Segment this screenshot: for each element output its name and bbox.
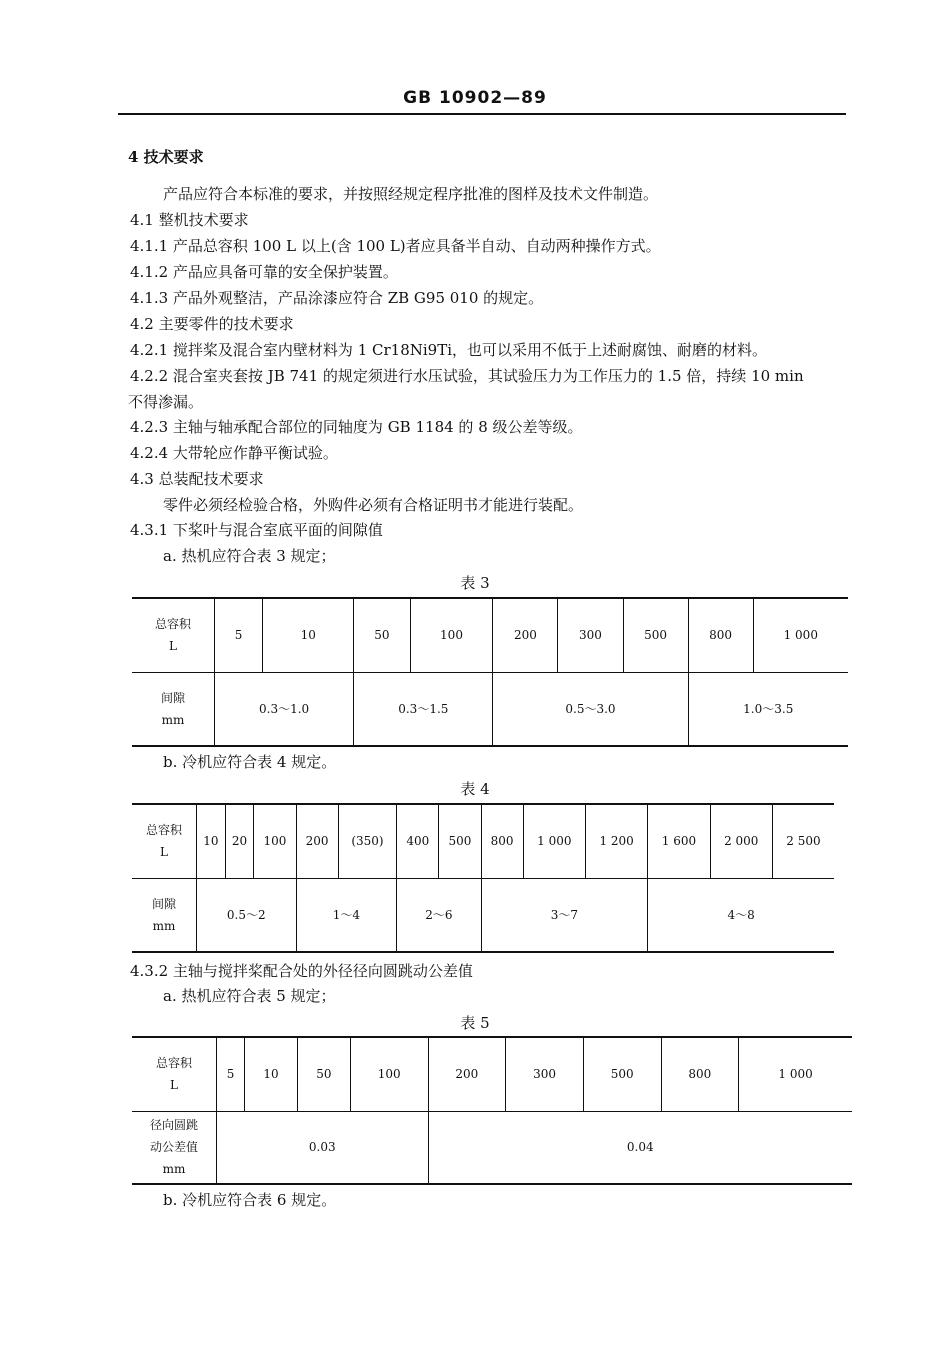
table-cell: 4～8 [648, 878, 834, 952]
table-cell: 800 [688, 598, 753, 672]
table-cell: 100 [350, 1037, 428, 1111]
table-cell: 0.03 [217, 1111, 429, 1184]
table-cell: 0.5～3.0 [493, 672, 688, 746]
table-cell: 20 [225, 804, 254, 878]
section-4-3-2-b: b. 冷机应符合表 6 规定。 [163, 1191, 337, 1209]
table-cell: 0.3～1.5 [354, 672, 493, 746]
table-cell: 3～7 [481, 878, 648, 952]
section-4-title: 4 技术要求 [128, 148, 204, 166]
table-cell: 1.0～3.5 [688, 672, 848, 746]
table-cell: 500 [623, 598, 688, 672]
table-cell: 0.04 [428, 1111, 852, 1184]
section-4-2-4: 4.2.4 大带轮应作静平衡试验。 [130, 444, 338, 462]
table-cell: 200 [296, 804, 338, 878]
table-4 [132, 803, 834, 953]
table-4-title: 表 4 [460, 780, 490, 798]
table-cell: 2 500 [772, 804, 834, 878]
table-cell: 200 [428, 1037, 506, 1111]
table-cell: 800 [661, 1037, 739, 1111]
section-4-intro: 产品应符合本标准的要求，并按照经规定程序批准的图样及技术文件制造。 [163, 185, 659, 203]
section-4-3-1: 4.3.1 下桨叶与混合室底平面的间隙值 [130, 521, 383, 539]
table-cell: 1 600 [648, 804, 710, 878]
table-cell: 100 [410, 598, 493, 672]
table-cell: 1 000 [739, 1037, 852, 1111]
table-cell: 0.3～1.0 [215, 672, 354, 746]
table-cell: 1～4 [296, 878, 397, 952]
table-cell: 200 [493, 598, 558, 672]
table-3-title: 表 3 [460, 574, 490, 592]
section-4-3-1-b: b. 冷机应符合表 4 规定。 [163, 753, 337, 771]
table-3-gap-label: 间隙 mm [132, 672, 215, 746]
section-4-2-3: 4.2.3 主轴与轴承配合部位的同轴度为 GB 1184 的 8 级公差等级。 [130, 418, 583, 436]
section-4-3: 4.3 总装配技术要求 [130, 470, 264, 488]
section-4-2-2-cont: 不得渗漏。 [128, 393, 204, 411]
table-cell: 10 [245, 1037, 298, 1111]
table-cell: 1 000 [753, 598, 848, 672]
section-4-1-3: 4.1.3 产品外观整洁，产品涂漆应符合 ZB G95 010 的规定。 [130, 289, 544, 307]
table-4-volume-label: 总容积 L [132, 804, 197, 878]
table-cell: 100 [254, 804, 296, 878]
section-4-2-1: 4.2.1 搅拌桨及混合室内壁材料为 1 Cr18Ni9Ti，也可以采用不低于上述耐腐蚀、耐磨的材料。 [130, 341, 768, 359]
table-cell: 2 000 [710, 804, 772, 878]
table-5-title: 表 5 [460, 1014, 490, 1032]
section-4-1-1: 4.1.1 产品总容积 100 L 以上(含 100 L)者应具备半自动、自动两种操作方式。 [130, 237, 661, 255]
table-cell: 800 [481, 804, 523, 878]
table-5 [132, 1036, 852, 1185]
table-cell: 500 [583, 1037, 661, 1111]
table-3 [132, 597, 848, 747]
section-4-1-2: 4.1.2 产品应具备可靠的安全保护装置。 [130, 263, 398, 281]
table-5-volume-label: 总容积 L [132, 1037, 217, 1111]
table-cell: 300 [558, 598, 623, 672]
section-4-3-2: 4.3.2 主轴与搅拌桨配合处的外径径向圆跳动公差值 [130, 962, 473, 980]
table-cell: 0.5～2 [197, 878, 297, 952]
header-rule [118, 113, 846, 115]
table-4-gap-label: 间隙 mm [132, 878, 197, 952]
section-4-3-paragraph: 零件必须经检验合格，外购件必须有合格证明书才能进行装配。 [163, 496, 584, 514]
table-cell: (350) [338, 804, 397, 878]
section-4-1: 4.1 整机技术要求 [130, 211, 249, 229]
section-4-3-1-a: a. 热机应符合表 3 规定； [163, 547, 336, 565]
table-cell: 5 [217, 1037, 245, 1111]
table-cell: 10 [263, 598, 354, 672]
section-4-2: 4.2 主要零件的技术要求 [130, 315, 294, 333]
section-4-2-2: 4.2.2 混合室夹套按 JB 741 的规定须进行水压试验，其试验压力为工作压力的 1.5 倍，持续 10 min [130, 367, 804, 385]
table-cell: 5 [215, 598, 263, 672]
table-cell: 300 [506, 1037, 584, 1111]
table-cell: 400 [397, 804, 439, 878]
table-cell: 2～6 [397, 878, 481, 952]
document-code-header: GB 10902—89 [403, 88, 547, 108]
table-cell: 500 [439, 804, 481, 878]
section-4-3-2-a: a. 热机应符合表 5 规定； [163, 987, 336, 1005]
table-cell: 10 [197, 804, 226, 878]
table-cell: 50 [354, 598, 410, 672]
table-cell: 50 [297, 1037, 350, 1111]
table-cell: 1 000 [523, 804, 585, 878]
table-3-volume-label: 总容积 L [132, 598, 215, 672]
table-cell: 1 200 [585, 804, 647, 878]
table-5-tolerance-label: 径向圆跳 动公差值 mm [132, 1111, 217, 1184]
